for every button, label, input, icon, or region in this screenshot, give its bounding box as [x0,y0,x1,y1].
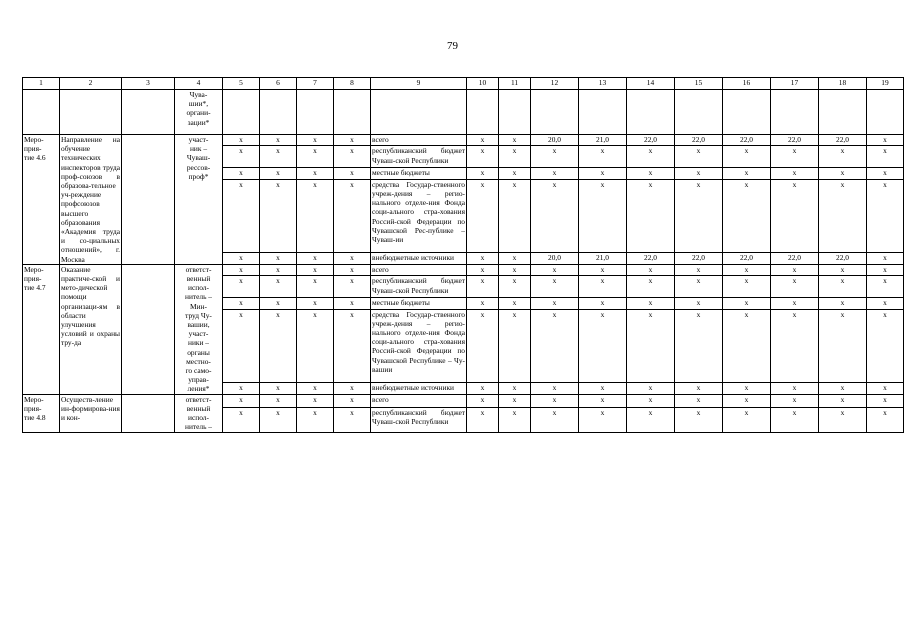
value-cell: x [334,146,371,168]
value-cell: x [499,179,531,253]
value-cell: x [260,298,297,309]
value-cell: x [723,394,771,407]
measure-name-cell: Направление на обучение технических инспекторов труда проф-союзов в образова-тельное уч-реждение профсоюзов высшего образования «Академия труда и со-циальных отношений», г. Москва [61,135,120,264]
value-cell: x [723,298,771,309]
value-cell: x [260,253,297,265]
value-cell: x [627,276,675,298]
empty-cell [297,90,334,135]
value-cell: x [627,394,675,407]
value-cell: x [723,309,771,383]
funding-source-cell: республиканский бюджет Чуваш-ской Республики [371,276,467,298]
empty-cell [579,90,627,135]
empty-cell [675,90,723,135]
value-cell: x [627,298,675,309]
value-cell: x [579,383,627,395]
empty-cell [122,394,175,432]
value-cell: x [260,407,297,432]
empty-cell [260,90,297,135]
value-cell: x [819,407,867,432]
value-cell: x [819,276,867,298]
page-number: 79 [447,40,458,52]
value-cell: x [223,309,260,383]
value-cell: x [531,383,579,395]
value-cell: x [819,168,867,179]
value-cell: x [260,135,297,146]
value-cell: 22,0 [675,135,723,146]
funding-source-cell: всего [371,135,467,146]
value-cell: x [297,179,334,253]
empty-cell [499,90,531,135]
page-bottom-margin [0,578,905,640]
measure-code-cell: Меро- прия- тие 4.6 [23,135,60,265]
value-cell: x [675,407,723,432]
value-cell: x [297,383,334,395]
finance-row [23,264,904,275]
finance-row [23,394,904,407]
value-cell: x [579,276,627,298]
value-cell: x [627,179,675,253]
value-cell: x [531,394,579,407]
column-number-cell: 16 [723,78,771,90]
value-cell: x [467,298,499,309]
value-cell: x [723,264,771,275]
value-cell: x [223,168,260,179]
value-cell: 21,0 [579,135,627,146]
empty-cell [334,90,371,135]
value-cell: x [819,179,867,253]
empty-cell [771,90,819,135]
value-cell: x [675,179,723,253]
value-cell: x [771,146,819,168]
value-cell: x [867,168,904,179]
value-cell: x [531,309,579,383]
value-cell: x [819,309,867,383]
value-cell: x [627,168,675,179]
responsible-cell: Чува- шии*, органи- зации* [175,90,223,135]
value-cell: x [675,146,723,168]
measure-code-cell: Меро- прия- тие 4.7 [23,264,60,394]
value-cell: x [260,179,297,253]
value-cell: 20,0 [531,135,579,146]
value-cell: x [467,383,499,395]
value-cell: x [531,264,579,275]
value-cell: x [499,253,531,265]
funding-source-cell: республиканский бюджет Чуваш-ской Республики [371,146,467,168]
value-cell: x [297,298,334,309]
continuation-row [23,90,904,135]
value-cell: x [297,253,334,265]
value-cell: x [675,168,723,179]
program-measures-table [22,77,904,433]
empty-cell [60,90,122,135]
value-cell: x [499,264,531,275]
value-cell: x [627,309,675,383]
value-cell: x [334,135,371,146]
value-cell: x [467,253,499,265]
responsible-cell: ответст- венный испол- нитель – Мин- труд Чу- вашии, участ- ники – органы местно- го само- управ- ления* [175,264,223,394]
funding-source-cell: внебюджетные источники [371,253,467,265]
value-cell: x [260,168,297,179]
value-cell: x [723,179,771,253]
measure-name-cell: Осуществ-ление ин-формирова-ния и кон- [60,394,122,432]
value-cell: x [819,264,867,275]
empty-cell [122,264,175,394]
value-cell: x [579,407,627,432]
value-cell: x [771,383,819,395]
value-cell: x [334,394,371,407]
funding-source-cell: всего [371,264,467,275]
value-cell: x [675,383,723,395]
value-cell: x [334,179,371,253]
column-number-cell: 10 [467,78,499,90]
value-cell: x [819,383,867,395]
empty-cell [723,90,771,135]
empty-cell [531,90,579,135]
value-cell: x [499,407,531,432]
value-cell: x [867,298,904,309]
measure-code-cell: Меро- прия- тие 4.8 [23,394,60,432]
value-cell: x [579,394,627,407]
value-cell: 22,0 [771,253,819,265]
column-number-cell: 18 [819,78,867,90]
value-cell: x [771,276,819,298]
value-cell: x [723,276,771,298]
column-number-cell: 3 [122,78,175,90]
value-cell: x [675,298,723,309]
empty-cell [819,90,867,135]
column-number-cell: 1 [23,78,60,90]
value-cell: x [531,179,579,253]
value-cell: x [260,276,297,298]
value-cell: x [334,253,371,265]
value-cell: x [467,309,499,383]
value-cell: x [260,394,297,407]
value-cell: x [771,179,819,253]
value-cell: 22,0 [627,135,675,146]
column-number-cell: 7 [297,78,334,90]
value-cell: x [499,394,531,407]
value-cell: x [819,394,867,407]
value-cell: x [297,135,334,146]
column-number-cell: 2 [60,78,122,90]
column-number-cell: 14 [627,78,675,90]
value-cell: x [579,298,627,309]
empty-cell [122,90,175,135]
value-cell: 22,0 [819,253,867,265]
column-number-cell: 15 [675,78,723,90]
value-cell: x [867,179,904,253]
value-cell: x [531,168,579,179]
funding-source-cell: местные бюджеты [371,298,467,309]
value-cell: x [467,276,499,298]
empty-cell [371,90,467,135]
column-number-cell: 4 [175,78,223,90]
value-cell: x [223,264,260,275]
value-cell: x [675,309,723,383]
value-cell: x [334,383,371,395]
value-cell: x [499,309,531,383]
value-cell: x [223,394,260,407]
value-cell: x [223,179,260,253]
value-cell: x [627,383,675,395]
value-cell: 22,0 [675,253,723,265]
value-cell: x [627,407,675,432]
column-number-cell: 17 [771,78,819,90]
value-cell: x [723,168,771,179]
value-cell: 22,0 [819,135,867,146]
value-cell: x [467,264,499,275]
value-cell: x [334,298,371,309]
column-number-row [23,78,904,90]
value-cell: x [531,407,579,432]
value-cell: x [223,276,260,298]
value-cell: x [579,146,627,168]
value-cell: x [531,276,579,298]
value-cell: x [499,168,531,179]
value-cell: x [223,146,260,168]
value-cell: x [260,309,297,383]
value-cell: x [297,407,334,432]
value-cell: x [467,168,499,179]
empty-cell [867,90,904,135]
value-cell: x [297,394,334,407]
value-cell: x [499,135,531,146]
value-cell: 22,0 [723,135,771,146]
funding-source-cell: местные бюджеты [371,168,467,179]
value-cell: x [531,298,579,309]
value-cell: x [297,168,334,179]
value-cell: x [579,168,627,179]
value-cell: x [627,264,675,275]
value-cell: x [819,146,867,168]
value-cell: x [675,264,723,275]
value-cell: x [867,394,904,407]
value-cell: x [771,168,819,179]
value-cell: x [499,146,531,168]
funding-source-cell: республиканский бюджет Чуваш-ской Республики [371,407,467,432]
value-cell: x [223,298,260,309]
value-cell: x [499,298,531,309]
value-cell: x [867,309,904,383]
value-cell: x [260,383,297,395]
column-number-cell: 5 [223,78,260,90]
value-cell: x [867,276,904,298]
funding-source-cell: всего [371,394,467,407]
value-cell: x [675,394,723,407]
funding-source-cell: средства Государ-ственного учреж-дения – регио-нального отделе-ния Фонда соци-ального стра-хования Россий-ской Федерации по Чувашской Республике – Чу-вашии [371,309,467,383]
value-cell: x [334,407,371,432]
value-cell: x [467,179,499,253]
value-cell: 22,0 [627,253,675,265]
column-number-cell: 19 [867,78,904,90]
value-cell: x [499,383,531,395]
value-cell: x [867,146,904,168]
value-cell: x [867,383,904,395]
column-number-cell: 9 [371,78,467,90]
value-cell: x [579,309,627,383]
empty-cell [223,90,260,135]
value-cell: x [334,168,371,179]
finance-row [23,135,904,146]
value-cell: x [771,264,819,275]
value-cell: x [675,276,723,298]
value-cell: x [867,253,904,265]
value-cell: x [627,146,675,168]
value-cell: x [297,264,334,275]
value-cell: x [297,146,334,168]
value-cell: x [867,135,904,146]
value-cell: x [771,394,819,407]
value-cell: x [223,383,260,395]
value-cell: x [723,383,771,395]
value-cell: x [223,407,260,432]
value-cell: x [297,309,334,383]
value-cell: x [531,146,579,168]
value-cell: 21,0 [579,253,627,265]
value-cell: x [499,276,531,298]
value-cell: x [819,298,867,309]
value-cell: x [723,146,771,168]
column-number-cell: 6 [260,78,297,90]
value-cell: x [334,264,371,275]
funding-source-cell: средства Государ-ственного учреж-дения – регио-нального отделе-ния Фонда соци-ального стра-хования Россий-ской Федерации по Чувашской Рес-публике – Чуваш-ии [371,179,467,253]
value-cell: x [223,135,260,146]
value-cell: x [771,298,819,309]
value-cell: x [467,146,499,168]
value-cell: x [867,264,904,275]
column-number-cell: 12 [531,78,579,90]
value-cell: x [467,407,499,432]
responsible-cell: участ- ник – Чуваш- рессов- проф* [175,135,223,265]
column-number-cell: 11 [499,78,531,90]
empty-cell [23,90,60,135]
value-cell: x [260,146,297,168]
value-cell: x [334,276,371,298]
value-cell: x [867,407,904,432]
value-cell: 20,0 [531,253,579,265]
value-cell: x [467,135,499,146]
value-cell: x [579,264,627,275]
empty-cell [627,90,675,135]
column-number-cell: 13 [579,78,627,90]
measure-name-cell: Оказание практиче-ской и мето-дической помощи организаци-ям в области улучшения условий и охраны тру-да [60,264,122,394]
responsible-cell: ответст- венный испол- нитель – [175,394,223,432]
value-cell: x [297,276,334,298]
empty-cell [467,90,499,135]
value-cell: x [223,253,260,265]
funding-source-cell: внебюджетные источники [371,383,467,395]
value-cell: 22,0 [723,253,771,265]
value-cell: x [260,264,297,275]
value-cell: x [334,309,371,383]
value-cell: x [771,407,819,432]
value-cell: x [467,394,499,407]
value-cell: x [723,407,771,432]
column-number-cell: 8 [334,78,371,90]
value-cell: 22,0 [771,135,819,146]
value-cell: x [771,309,819,383]
value-cell: x [579,179,627,253]
empty-cell [122,135,175,265]
